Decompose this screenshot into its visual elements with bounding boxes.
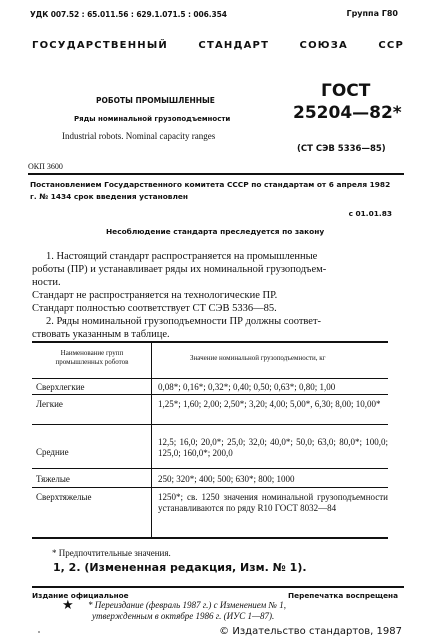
revision-note: 1, 2. (Измененная редакция, Изм. № 1). (53, 561, 307, 574)
udk-code: УДК 007.52 : 65.011.56 : 629.1.071.5 : 006.354 (30, 10, 227, 19)
footer-divider (32, 586, 404, 588)
gost-label: ГОСТ (321, 81, 371, 101)
official-edition: Издание официальное (32, 591, 129, 600)
paragraph-2: Стандарт не распространяется на технологические ПР. (32, 290, 278, 301)
copyright: © Издательство стандартов, 1987 (219, 626, 402, 637)
table-row-divider (32, 468, 388, 469)
table-row-divider (32, 424, 388, 425)
standard-name: ГОСУДАРСТВЕННЫЙ СТАНДАРТ СОЮЗА ССР (32, 40, 404, 51)
table-row-label: Тяжелые (36, 474, 70, 484)
table-row-label: Сверхтяжелые (36, 492, 92, 502)
effective-date: с 01.01.83 (348, 209, 392, 218)
reissue-note-line-1: * Переиздание (февраль 1987 г.) с Изменением № 1, (88, 600, 287, 610)
paragraph-1-line-1: 1. Настоящий стандарт распространяется на промышленные (46, 251, 318, 262)
preferred-values-note: * Предпочтительные значения. (52, 548, 171, 558)
group-code: Группа Г80 (346, 9, 398, 18)
table-header-border (32, 378, 388, 379)
table-row-divider (32, 394, 388, 395)
table-row-values: 12,5; 16,0; 20,0*; 25,0; 32,0; 40,0*; 50,0; 63,0; 80,0*; 100,0; 125,0; 160,0*; 200,0 (158, 437, 388, 458)
table-bottom-border (32, 537, 388, 539)
reissue-note-line-2: утвержденным в октябре 1986 г. (ИУС 1—87). (92, 611, 275, 621)
table-row-values: 1250*; св. 1250 значения номинальной грузоподъемности устанавливаются по ряду R10 ГОСТ 8032—84 (158, 492, 388, 513)
cts-reference: (СТ СЭВ 5336—85) (297, 144, 386, 154)
paragraph-4-line-2: ствовать указанным в таблице. (32, 329, 170, 340)
star-icon: ★ (62, 598, 74, 613)
table-row-label: Легкие (36, 399, 63, 409)
table-header-values: Значение номинальной грузоподъемности, кг (190, 354, 326, 362)
table-row-values: 1,25*; 1,60; 2,00; 2,50*; 3,20; 4,00; 5,00*, 6,30; 8,00; 10,00* (158, 399, 381, 409)
gost-number: 25204—82* (293, 103, 402, 123)
table-row-values: 0,08*; 0,16*; 0,32*; 0,40; 0,50; 0,63*; 0,80; 1,00 (158, 382, 336, 392)
paragraph-1-line-3: ности. (32, 277, 61, 288)
paragraph-4-line-1: 2. Ряды номинальной грузоподъемности ПР должны соответ- (46, 316, 322, 327)
table-top-border (32, 341, 388, 343)
table-column-divider (151, 341, 152, 538)
table-header-group: Наименование групп промышленных роботов (55, 349, 129, 366)
paragraph-3: Стандарт полностью соответствует СТ СЭВ 5336—85. (32, 303, 277, 314)
table-row-label: Сверхлегкие (36, 382, 85, 392)
decree-text: Постановлением Государственного комитета СССР по стандартам от 6 апреля 1982 г. № 1434 срок введения установлен (30, 180, 391, 201)
title-main: РОБОТЫ ПРОМЫШЛЕННЫЕ (96, 96, 215, 105)
title-sub: Ряды номинальной грузоподъемности (74, 115, 231, 123)
table-row-label: Средние (36, 447, 69, 457)
table-row-values: 250; 320*; 400; 500; 630*; 800; 1000 (158, 474, 295, 484)
okp-code: ОКП 3600 (28, 162, 63, 171)
title-english: Industrial robots. Nominal capacity ranges (62, 131, 216, 141)
page-mark (38, 631, 40, 633)
non-compliance-note: Несоблюдение стандарта преследуется по закону (106, 227, 325, 236)
reprint-prohibited: Перепечатка воспрещена (288, 591, 398, 600)
divider-top (28, 173, 404, 175)
paragraph-1-line-2: роботы (ПР) и устанавливает ряды их номинальной грузоподъем- (32, 264, 327, 275)
table-row-divider (32, 487, 388, 488)
